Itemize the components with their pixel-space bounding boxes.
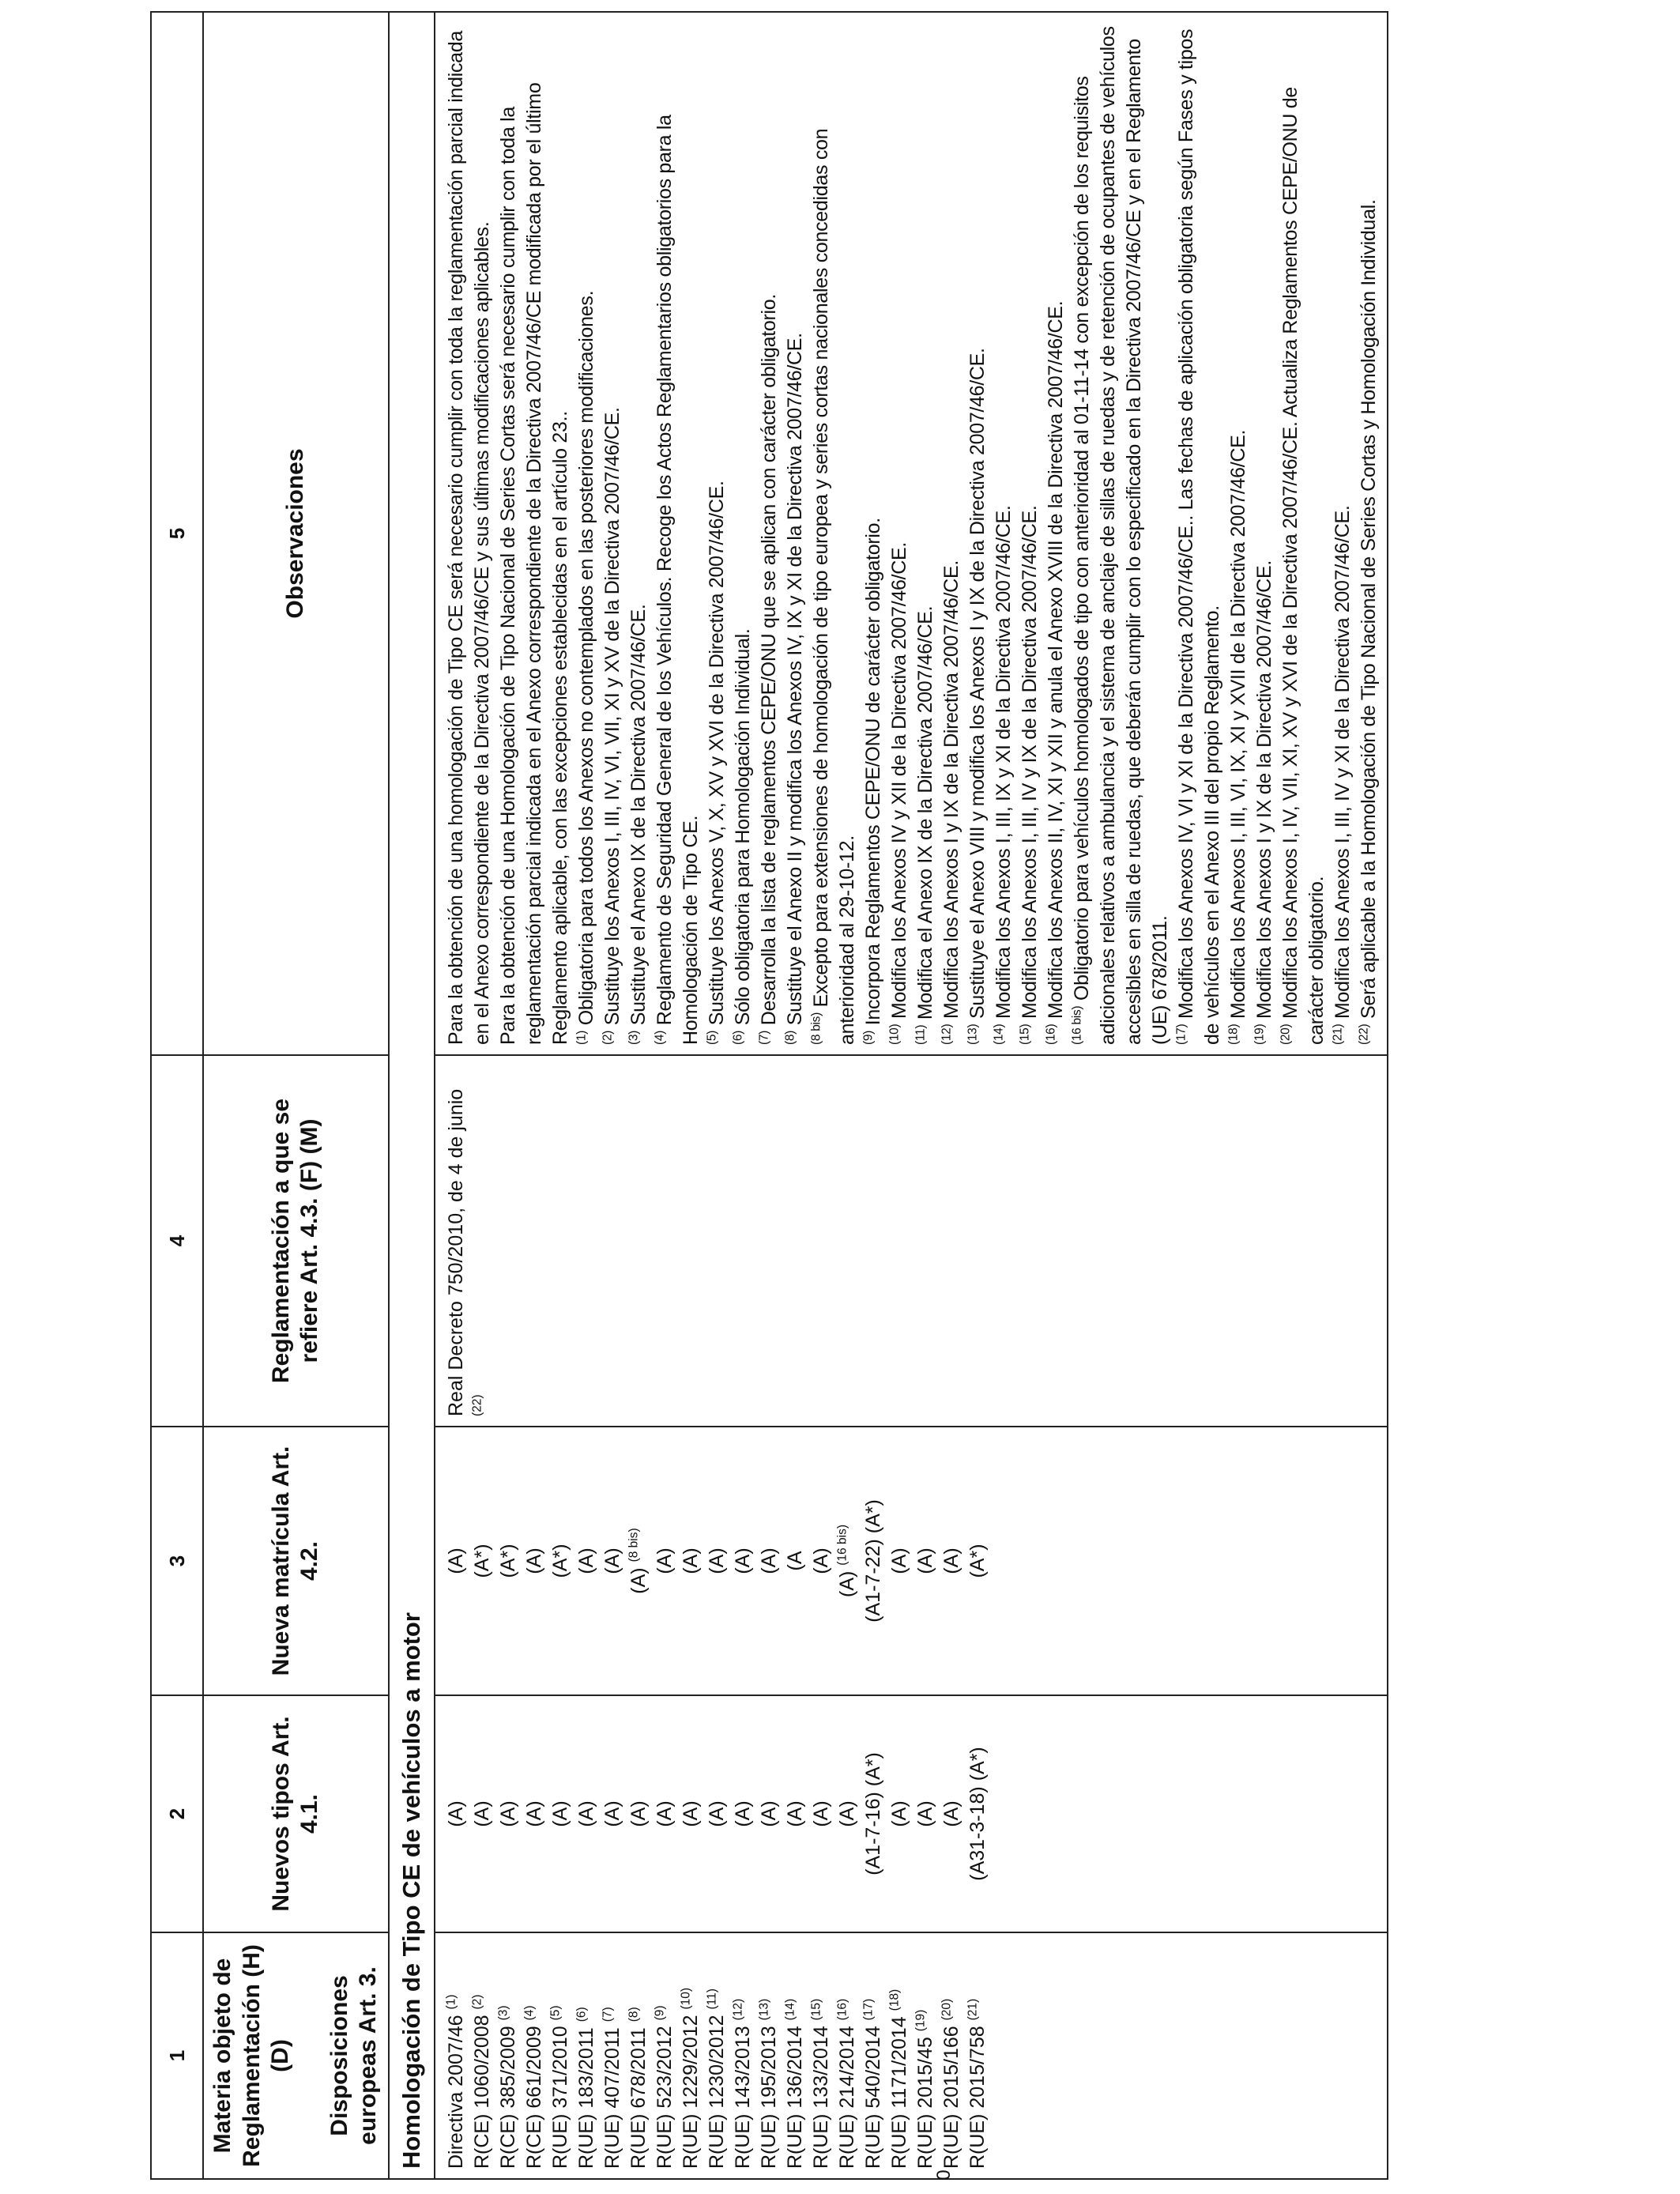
regulation-ref: (9) — [653, 2005, 667, 2021]
column-number-row — [151, 12, 203, 2179]
nueva-matricula-value: (A1-7-22) (A*) — [861, 1499, 884, 1623]
nueva-matricula-item — [600, 1437, 626, 1685]
observation-item — [756, 22, 782, 1045]
regulation-item — [834, 1943, 861, 2169]
observation-text: Sólo obligatoria para Homologación Individual. — [731, 628, 754, 1026]
nuevos-tipos-value: (A) — [887, 1800, 910, 1827]
regulation-ref: (16) — [835, 1998, 849, 2021]
reglamentacion-ref: (22) — [470, 1394, 484, 1416]
regulation-item — [469, 1943, 495, 2169]
observation-text: Modifica los Anexos I, III, IX y XI de la Directiva 2007/46/CE. — [992, 505, 1015, 1019]
observation-text: Modifica los Anexos IV, VI y XI de la Directiva 2007/46/CE.. Las fechas de aplicación obligatoria según Fases y tipos de vehículos en el Anexo III del propio Reglamento. — [1174, 28, 1223, 1045]
regulation-name: R(UE) 2015/758 — [966, 2020, 989, 2169]
observation-text: Obligatoria para todos los Anexos no contemplados en las posteriores modificaciones. — [574, 290, 597, 1026]
regulation-ref: (13) — [757, 1998, 771, 2021]
nueva-matricula-value: (A) — [444, 1547, 467, 1574]
observation-ref: (8 bis) — [809, 1012, 823, 1045]
observation-ref: (5) — [705, 1030, 719, 1045]
observation-item — [1356, 22, 1382, 1045]
nueva-matricula-item — [548, 1437, 574, 1685]
regulation-ref: (11) — [705, 1989, 719, 2010]
regulation-ref: (6) — [574, 2007, 589, 2022]
nuevos-tipos-value: (A) — [548, 1800, 571, 1827]
regulation-item — [965, 1943, 991, 2169]
regulation-ref: (12) — [731, 1998, 745, 2021]
observation-item — [1043, 22, 1069, 1045]
nueva-matricula-item — [730, 1437, 756, 1685]
observation-ref: (13) — [966, 1023, 980, 1045]
nueva-matricula-item — [704, 1437, 730, 1685]
regulation-name: R(UE) 407/2011 — [601, 2022, 623, 2169]
nueva-matricula-item — [678, 1437, 704, 1685]
nueva-matricula-item — [834, 1437, 861, 1685]
observation-item — [913, 22, 939, 1045]
observation-text: Modifica los Anexos I, III, IV y XI de la Directiva 2007/46/CE. — [1331, 505, 1354, 1019]
nueva-matricula-item — [626, 1437, 652, 1685]
nuevos-tipos-value: (A) — [653, 1800, 676, 1827]
observation-text: Modifica los Anexos I, III, VI, IX, XI y XVII de la Directiva 2007/46/CE. — [1226, 429, 1249, 1019]
observation-item — [782, 22, 808, 1045]
nueva-matricula-item — [808, 1437, 834, 1685]
nueva-matricula-value: (A — [783, 1551, 806, 1571]
observation-ref: (16) — [1044, 1023, 1058, 1045]
observation-ref: (12) — [940, 1023, 954, 1045]
nueva-matricula-value: (A) — [835, 1570, 858, 1597]
regulation-name: R(UE) 2015/166 — [940, 2020, 962, 2169]
observation-text: Para la obtención de una Homologación de Tipo Nacional de Series Cortas será necesario cumplir con toda la reglamentación parcial indicada en el Anexo correspondiente de la Directiva 2007/46/CE modificada por el último Reglamento aplicable, con las excepciones establecidas en el artículo 23.. — [496, 82, 571, 1045]
regulation-ref: (7) — [601, 2007, 615, 2022]
nueva-matricula-note: (8 bis) — [627, 1528, 641, 1563]
observation-item — [861, 22, 887, 1045]
observation-text: Modifica los Anexos IV y XII de la Directiva 2007/46/CE. — [887, 542, 910, 1019]
observation-ref: (3) — [627, 1030, 641, 1045]
nuevos-tipos-value: (A) — [444, 1800, 467, 1827]
nueva-matricula-item — [522, 1437, 548, 1685]
regulation-ref: (18) — [887, 1989, 902, 2011]
regulation-name: R(UE) 133/2014 — [809, 2020, 832, 2169]
nueva-matricula-item — [782, 1437, 808, 1685]
nueva-matricula-value: (A*) — [548, 1544, 571, 1578]
observation-text: Será aplicable a la Homologación de Tipo Nacional de Series Cortas y Homologación Individual. — [1357, 199, 1380, 1019]
regulation-item — [730, 1943, 756, 2169]
regulation-item — [548, 1943, 574, 2169]
nueva-matricula-value: (A) — [601, 1547, 623, 1574]
regulation-item — [600, 1943, 626, 2169]
regulation-name: R(UE) 143/2013 — [731, 2020, 754, 2169]
regulation-item — [887, 1943, 913, 2169]
regulation-ref: (19) — [913, 2009, 928, 2032]
regulation-item — [626, 1943, 652, 2169]
observation-ref: (17) — [1174, 1023, 1188, 1045]
observation-item — [887, 22, 913, 1045]
nuevos-tipos-column — [435, 1695, 1388, 1932]
nuevos-tipos-value: (A) — [940, 1800, 962, 1827]
regulation-name: R(UE) 540/2014 — [861, 2020, 884, 2169]
observation-ref: (8) — [783, 1030, 797, 1045]
nueva-matricula-value: (A*) — [496, 1544, 519, 1578]
header-reglamentacion: Reglamentación a que se refiere Art. 4.3. (F) (M) — [203, 1055, 389, 1427]
observation-item — [443, 22, 495, 1045]
nueva-matricula-item — [756, 1437, 782, 1685]
observation-item — [1017, 22, 1043, 1045]
regulation-item — [652, 1943, 678, 2169]
nuevos-tipos-value: (A) — [627, 1800, 650, 1827]
nuevos-tipos-value: (A) — [783, 1800, 806, 1827]
observation-item — [652, 22, 704, 1045]
nuevos-tipos-value: (A) — [522, 1800, 545, 1827]
observation-item — [1278, 22, 1330, 1045]
observation-text: Modifica los Anexos I y IX de la Directiva 2007/46/CE. — [1252, 560, 1275, 1019]
observation-ref: (1) — [574, 1030, 589, 1045]
regulation-name: R(UE) 1229/2012 — [679, 2009, 702, 2169]
observation-text: Obligatorio para vehículos homologados de tipo con anterioridad al 01-11-14 con excepción de los requisitos adicionales relativos a ambulancia y el sistema de anclaje de sillas de ruedas y de retención de ocupantes de vehículos accesibles en silla de ruedas, que deberán cumplir con lo especificado en la Directiva 2007/46/CE y en el Reglamento (UE) 678/2011. — [1070, 26, 1171, 1045]
observation-item — [1069, 22, 1173, 1045]
observation-item — [939, 22, 965, 1045]
nueva-matricula-value: (A) — [940, 1547, 962, 1574]
observation-ref: (14) — [992, 1023, 1006, 1045]
observation-text: Sustituye el Anexo II y modifica los Anexos IV, IX y XI de la Directiva 2007/46/CE. — [783, 333, 806, 1026]
observation-ref: (20) — [1279, 1023, 1293, 1045]
reglamentacion-text: Real Decreto 750/2010, de 4 de junio — [444, 1088, 467, 1416]
regulation-name: R(UE) 183/2011 — [574, 2022, 597, 2169]
nuevos-tipos-value: (A) — [679, 1800, 702, 1827]
nueva-matricula-value: (A*) — [966, 1544, 989, 1578]
observation-ref: (16 bis) — [1070, 1005, 1084, 1045]
regulation-item — [782, 1943, 808, 2169]
nueva-matricula-value: (A) — [574, 1547, 597, 1574]
observation-text: Sustituye los Anexos V, X, XV y XVI de la Directiva 2007/46/CE. — [705, 481, 728, 1026]
nueva-matricula-item — [939, 1437, 965, 1685]
regulation-name: R(UE) 678/2011 — [627, 2022, 650, 2169]
regulation-ref: (3) — [496, 2005, 510, 2021]
col-number-4: 4 — [151, 1055, 203, 1427]
regulation-ref: (2) — [470, 1994, 484, 2010]
col-number-2: 2 — [151, 1695, 203, 1932]
nueva-matricula-value: (A*) — [470, 1544, 493, 1578]
regulation-name: R(CE) 385/2009 — [496, 2020, 519, 2169]
regulation-name: R(CE) 661/2009 — [522, 2020, 545, 2169]
nueva-matricula-value: (A) — [705, 1547, 728, 1574]
nuevos-tipos-value: (A) — [705, 1800, 728, 1827]
observation-text: Modifica los Anexos I, III, IV y IX de la Directiva 2007/46/CE. — [1018, 505, 1041, 1019]
observation-text: Sustituye los Anexos I, III, IV, VI, VII, XI y XV de la Directiva 2007/46/CE. — [601, 407, 623, 1026]
regulation-item — [443, 1943, 469, 2169]
regulation-item — [522, 1943, 548, 2169]
observation-item — [495, 22, 574, 1045]
observation-text: Modifica los Anexos II, IV, XI y XII y anula el Anexo XVIII de la Directiva 2007/46/CE. — [1044, 300, 1067, 1019]
observation-ref: (6) — [731, 1030, 745, 1045]
observation-text: Modifica el Anexo IX de la Directiva 2007/46/CE. — [913, 605, 936, 1020]
observation-ref: (21) — [1331, 1023, 1345, 1045]
regulation-name: R(UE) 2015/45 — [913, 2031, 936, 2169]
section-row — [389, 12, 435, 2179]
regulation-item — [808, 1943, 834, 2169]
nuevos-tipos-value: (A) — [913, 1800, 936, 1827]
regulation-ref: (15) — [809, 1998, 823, 2021]
header-materia-b: Disposiciones europeas Art. 3. — [326, 1966, 382, 2145]
regulation-item — [574, 1943, 600, 2169]
nueva-matricula-value: (A) — [522, 1547, 545, 1574]
regulation-item — [704, 1943, 730, 2169]
header-nueva-matricula: Nueva matrícula Art. 4.2. — [203, 1427, 389, 1695]
header-observaciones: Observaciones — [203, 12, 389, 1055]
nuevos-tipos-value: (A) — [757, 1800, 780, 1827]
header-nuevos-tipos: Nuevos tipos Art. 4.1. — [203, 1695, 389, 1932]
observation-text: Sustituye el Anexo VIII y modifica los Anexos I y IX de la Directiva 2007/46/CE. — [966, 348, 989, 1019]
regulation-ref: (17) — [861, 1998, 876, 2021]
regulation-ref: (14) — [783, 1998, 797, 2021]
observation-item — [991, 22, 1017, 1045]
observation-text: Desarrolla la lista de reglamentos CEPE/ONU que se aplican con carácter obligatorio. — [757, 294, 780, 1026]
nuevos-tipos-value: (A) — [496, 1800, 519, 1827]
header-row — [203, 12, 389, 2179]
observation-ref: (10) — [887, 1023, 902, 1045]
observation-text: Sustituye el Anexo IX de la Directiva 2007/46/CE. — [627, 604, 650, 1026]
page-marker: 0 — [933, 2169, 955, 2181]
regulation-item — [913, 1943, 939, 2169]
header-materia-a: Materia objeto de Reglamentación (H) (D) — [209, 1944, 294, 2167]
observaciones-column — [435, 12, 1388, 1055]
col-number-5: 5 — [151, 12, 203, 1055]
observation-item — [965, 22, 991, 1045]
regulation-item — [678, 1943, 704, 2169]
nueva-matricula-value: (A) — [679, 1547, 702, 1574]
nuevos-tipos-value: (A) — [809, 1800, 832, 1827]
observation-ref: (2) — [601, 1030, 615, 1045]
observation-item — [808, 22, 861, 1045]
observation-item — [730, 22, 756, 1045]
observation-ref: (7) — [757, 1030, 771, 1045]
regulations-column — [435, 1932, 1388, 2179]
observation-text: Incorpora Reglamentos CEPE/ONU de carácter obligatorio. — [861, 518, 884, 1026]
regulation-ref: (4) — [522, 2005, 537, 2021]
observation-item — [600, 22, 626, 1045]
col-number-3: 3 — [151, 1427, 203, 1695]
observation-text: Excepto para extensiones de homologación de tipo europea y series cortas nacionales concedidas con anterioridad al 29-10-12. — [809, 128, 858, 1045]
nueva-matricula-item — [469, 1437, 495, 1685]
regulation-item — [861, 1943, 887, 2169]
observation-item — [574, 22, 600, 1045]
observation-item — [1226, 22, 1252, 1045]
body-row — [435, 12, 1388, 2179]
nueva-matricula-value: (A) — [809, 1547, 832, 1574]
nueva-matricula-item — [574, 1437, 600, 1685]
nuevos-tipos-value: (A) — [574, 1800, 597, 1827]
regulation-table — [150, 11, 1388, 2180]
regulation-ref: (1) — [444, 1994, 458, 2010]
observation-item — [626, 22, 652, 1045]
regulation-ref: (5) — [548, 2005, 563, 2021]
regulation-name: R(UE) 195/2013 — [757, 2020, 780, 2169]
nueva-matricula-item — [965, 1437, 991, 1685]
regulation-name: R(UE) 1230/2012 — [705, 2009, 728, 2169]
nuevos-tipos-value: (A) — [601, 1800, 623, 1827]
observation-ref: (18) — [1226, 1023, 1241, 1045]
regulation-name: R(CE) 1060/2008 — [470, 2009, 493, 2169]
regulation-name: R(UE) 523/2012 — [653, 2020, 676, 2169]
observation-ref: (15) — [1018, 1023, 1032, 1045]
observation-text: Para la obtención de una homologación de Tipo CE será necesario cumplir con toda la reglamentación parcial indicada en el Anexo correspondiente de la Directiva 2007/46/CE y sus últimas modificaciones aplicables. — [444, 31, 493, 1045]
observation-ref: (11) — [913, 1024, 928, 1045]
nueva-matricula-item — [495, 1437, 522, 1685]
nueva-matricula-value: (A) — [887, 1547, 910, 1574]
regulation-name: R(UE) 214/2014 — [835, 2020, 858, 2169]
regulation-ref: (21) — [966, 1998, 980, 2021]
regulation-name: R(UE) 1171/2014 — [887, 2011, 910, 2169]
section-title: Homologación de Tipo CE de vehículos a motor — [389, 12, 435, 2179]
nueva-matricula-item — [443, 1437, 469, 1685]
observation-item — [1330, 22, 1356, 1045]
nuevos-tipos-value: (A31-3-18) (A*) — [966, 1747, 989, 1881]
observation-text: Reglamento de Seguridad General de los Vehículos. Recoge los Actos Reglamentarios obligatorios para la Homologación de Tipo CE. — [653, 115, 702, 1045]
observation-text: Modifica los Anexos I y IX de la Directiva 2007/46/CE. — [940, 560, 962, 1019]
nueva-matricula-value: (A) — [653, 1547, 676, 1574]
regulation-item — [495, 1943, 522, 2169]
regulation-ref: (10) — [679, 1987, 693, 2010]
regulation-item — [939, 1943, 965, 2169]
regulation-name: Directiva 2007/46 — [444, 2009, 467, 2169]
regulation-name: R(UE) 136/2014 — [783, 2020, 806, 2169]
observation-item — [1173, 22, 1226, 1045]
observation-text: Modifica los Anexos I, IV, VII, XI, XV y XVI de la Directiva 2007/46/CE. Actualiza Reglamentos CEPE/ONU de carácter obligatorio. — [1279, 87, 1328, 1045]
nueva-matricula-value: (A) — [731, 1547, 754, 1574]
observation-ref: (9) — [861, 1030, 876, 1045]
regulation-ref: (20) — [940, 1998, 954, 2021]
nuevos-tipos-value: (A1-7-16) (A*) — [861, 1752, 884, 1875]
nueva-matricula-item — [887, 1437, 913, 1685]
nueva-matricula-item — [913, 1437, 939, 1685]
regulation-ref: (8) — [627, 2007, 641, 2022]
nueva-matricula-item — [652, 1437, 678, 1685]
col-number-1: 1 — [151, 1932, 203, 2179]
observation-item — [704, 22, 730, 1045]
nueva-matricula-item — [861, 1437, 887, 1685]
observation-ref: (4) — [653, 1030, 667, 1045]
observation-ref: (19) — [1252, 1023, 1267, 1045]
observation-ref: (22) — [1357, 1023, 1371, 1045]
observation-item — [1252, 22, 1278, 1045]
regulation-item — [756, 1943, 782, 2169]
header-materia — [203, 1932, 389, 2179]
reglamentacion-column — [435, 1055, 1388, 1427]
nuevos-tipos-value: (A) — [731, 1800, 754, 1827]
nuevos-tipos-value: (A) — [470, 1800, 493, 1827]
nueva-matricula-value: (A) — [757, 1547, 780, 1574]
nueva-matricula-value: (A) — [627, 1567, 650, 1594]
regulation-name: R(UE) 371/2010 — [548, 2020, 571, 2169]
nueva-matricula-column — [435, 1427, 1388, 1695]
nueva-matricula-value: (A) — [913, 1547, 936, 1574]
nuevos-tipos-value: (A) — [835, 1800, 858, 1827]
nueva-matricula-note: (16 bis) — [835, 1525, 849, 1566]
